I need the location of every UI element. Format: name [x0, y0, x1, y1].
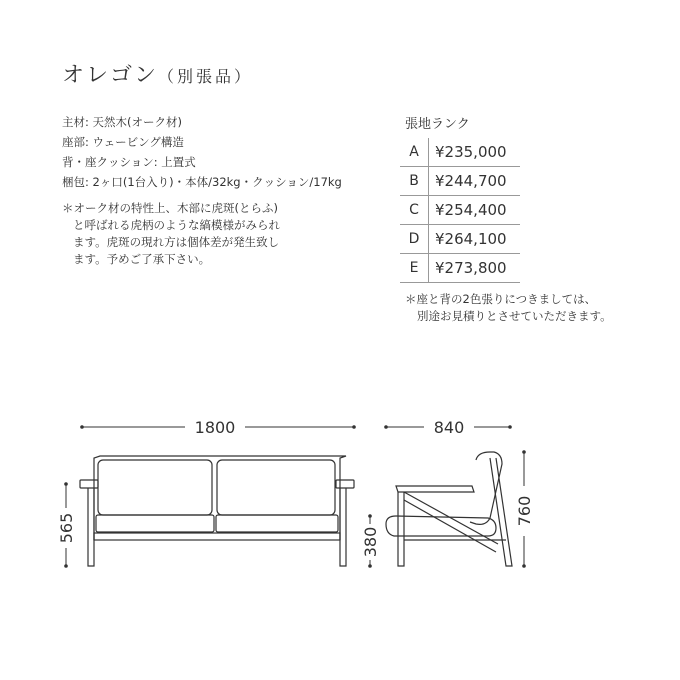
- dimension-end-dots: [64, 425, 526, 568]
- side-seat-cushion: [386, 516, 496, 536]
- front-leg-left: [88, 488, 94, 566]
- dim-arm-height-label: 565: [57, 512, 76, 544]
- dim-width-label: 1800: [194, 418, 236, 437]
- product-subtitle: （別張品）: [158, 67, 254, 86]
- spec-seat: 座部: ウェービング構造: [62, 135, 184, 149]
- two-tone-note-line: ＊座と背の2色張りにつきましては、: [405, 292, 597, 306]
- rank-price: ¥254,400: [429, 196, 521, 225]
- dim-dot: [64, 482, 68, 486]
- spec-material: 主材: 天然木(オーク材): [62, 115, 183, 129]
- fabric-rank-title: 張地ランク: [405, 117, 470, 132]
- front-armrest-right: [336, 480, 354, 488]
- dim-dot: [384, 425, 388, 429]
- dim-dot: [368, 564, 372, 568]
- rank-grade: E: [400, 254, 429, 283]
- side-diagonal-rail-inner: [404, 500, 496, 552]
- dim-dot: [64, 564, 68, 568]
- front-seat-rail: [94, 533, 340, 540]
- side-armrest: [396, 486, 474, 492]
- rank-price: ¥264,100: [429, 225, 521, 254]
- rank-price: ¥235,000: [429, 138, 521, 167]
- wood-note-line: ＊オーク材の特性上、木部に虎斑(とらふ): [62, 201, 278, 215]
- rank-grade: C: [400, 196, 429, 225]
- front-armrest-left: [80, 480, 98, 488]
- dim-depth-label: 840: [433, 418, 465, 437]
- front-seat-cushion-left: [96, 515, 214, 532]
- rank-grade: B: [400, 167, 429, 196]
- dim-total-height-label: 760: [515, 495, 534, 527]
- front-view: [80, 456, 354, 566]
- dim-seat-height-label: 380: [361, 526, 380, 558]
- wood-note-line: ます。予めご了承下さい。: [73, 252, 211, 266]
- front-seat-cushion-right: [216, 515, 338, 532]
- dim-dot: [352, 425, 356, 429]
- rank-grade: A: [400, 138, 429, 167]
- wood-note-line: と呼ばれる虎柄のような縞模様がみられ: [73, 218, 280, 232]
- dim-dot: [522, 564, 526, 568]
- rank-price: ¥244,700: [429, 167, 521, 196]
- front-back-frame: [94, 456, 346, 540]
- wood-note-line: ます。虎斑の現れ方は個体差が発生致し: [73, 235, 280, 249]
- side-view: [386, 452, 512, 566]
- rank-price: ¥273,800: [429, 254, 521, 283]
- spec-cushion: 背・座クッション: 上置式: [62, 155, 196, 169]
- front-back-cushion-right: [217, 460, 335, 515]
- front-leg-right: [340, 488, 346, 566]
- rank-grade: D: [400, 225, 429, 254]
- front-back-cushion-left: [98, 460, 212, 515]
- spec-packing: 梱包: 2ヶ口(1台入り)・本体/32kg・クッション/17kg: [62, 175, 342, 189]
- dim-dot: [368, 514, 372, 518]
- dim-dot: [508, 425, 512, 429]
- dimension-lines: [66, 427, 524, 566]
- two-tone-note-line: 別途お見積りとさせていただきます。: [417, 309, 612, 323]
- dim-dot: [80, 425, 84, 429]
- dim-dot: [522, 450, 526, 454]
- product-name: オレゴン: [62, 63, 159, 88]
- side-front-leg: [398, 492, 404, 566]
